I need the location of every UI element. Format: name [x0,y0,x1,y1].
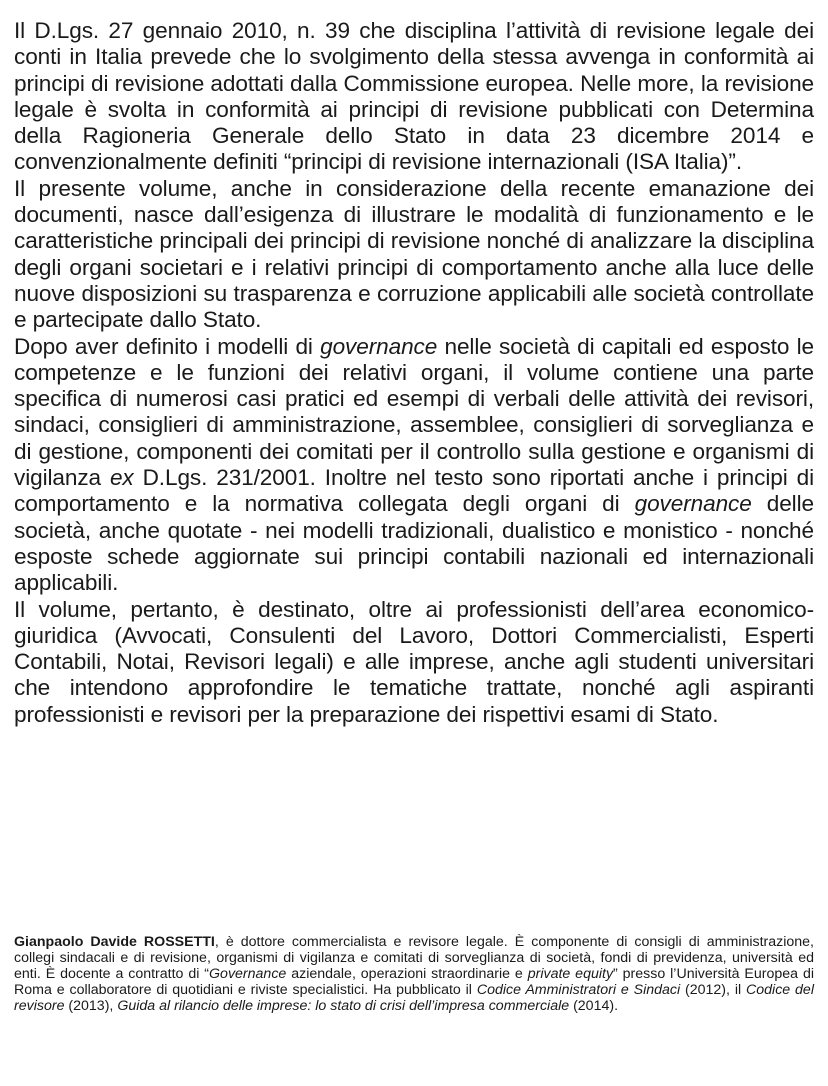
text-segment: aziendale, operazioni straordinarie e [286,966,528,983]
italic-term: governance [320,333,438,359]
text-segment: Dopo aver definito i modelli di [14,333,321,359]
text-segment: Il volume, pertanto, è destinato, oltre ai professionisti dell’area economico-giuridica (Avvocati, Consulenti del Lavoro, Dottori Commercialisti, Esperti Contabili, Notai, Revisori legali) e alle imprese, anche agli studenti universitari che intendono approfondire le tematiche trattate, nonché agli aspiranti professionisti e revisori per la preparazione dei rispettivi esami di Stato. [14,596,814,727]
author-name: Gianpaolo Davide ROSSETTI [14,934,215,950]
text-segment: (2013), [64,998,118,1015]
text-segment: nelle società di capitali ed esposto le competenze e le funzioni dei relativi organi, il volume contiene una parte specifica di numerosi casi pratici ed esempi di verbali delle attività dei revisori, sindaci, consiglieri di amministrazione, assemblee, consiglieri di sorveglianza e di gestione, componenti dei comitati per il controllo sulla gestione e organismi di vigilanza [14,333,814,491]
paragraph-audience [14,597,814,728]
text-segment: Il D.Lgs. 27 gennaio 2010, n. 39 che disciplina l’attività di revisione legale dei conti in Italia prevede che lo svolgimento della stessa avvenga in conformità ai principi di revisione adottati dalla Commissione europea. Nelle more, la revisione legale è svolta in conformità ai principi di revisione pubblicati con Determina della Ragioneria Generale dello Stato in data 23 dicembre 2014 e convenzionalmente definiti “principi di revisione internazionali (ISA Italia)”. [14,18,814,175]
book-title: Codice Amministratori e Sindaci [476,982,681,999]
text-segment: (2014). [569,998,619,1015]
book-title: Codice del revisore [14,982,814,1015]
book-title: Guida al rilancio delle imprese: lo stato di crisi dell’impresa commerciale [117,998,570,1015]
italic-term: Governance [209,966,287,983]
text-segment: (2012), il [680,982,747,999]
italic-term: private equity [527,966,614,983]
text-segment: ” presso l’Università Europea di Roma e collaboratore di quotidiani e riviste specialistici. Ha pubblicato il [14,966,815,999]
paragraph-governance [14,334,814,597]
text-segment: delle società, anche quotate - nei modelli tradizionali, dualistico e monistico - nonché esposte schede aggiornate sui principi contabili nazionali ed internazionali applicabili. [14,491,814,596]
text-segment: , è dottore commercialista e revisore legale. È componente di consigli di amministrazione, collegi sindacali e di revisione, organismi di vigilanza e comitati di sorveglianza di società, fondi di previdenza, università ed enti. È docente a contratto di “ [14,934,815,983]
paragraph-volume-purpose [14,176,814,334]
text-segment: D.Lgs. 231/2001. Inoltre nel testo sono riportati anche i principi di comportamento e la normativa collegata degli organi di [14,465,814,517]
text-segment: Il presente volume, anche in considerazione della recente emanazione dei documenti, nasce dall’esigenza di illustrare le modalità di funzionamento e le caratteristiche principali dei principi di revisione nonché di analizzare la disciplina degli organi societari e i relativi principi di comportamento anche alla luce delle nuove disposizioni su trasparenza e corruzione applicabili alle società controllate e partecipate dallo Stato. [14,175,814,333]
italic-term: governance [634,491,752,517]
italic-term: ex [109,465,134,491]
description-text [14,18,814,728]
paragraph-decree [14,18,814,176]
author-bio [14,934,814,1014]
